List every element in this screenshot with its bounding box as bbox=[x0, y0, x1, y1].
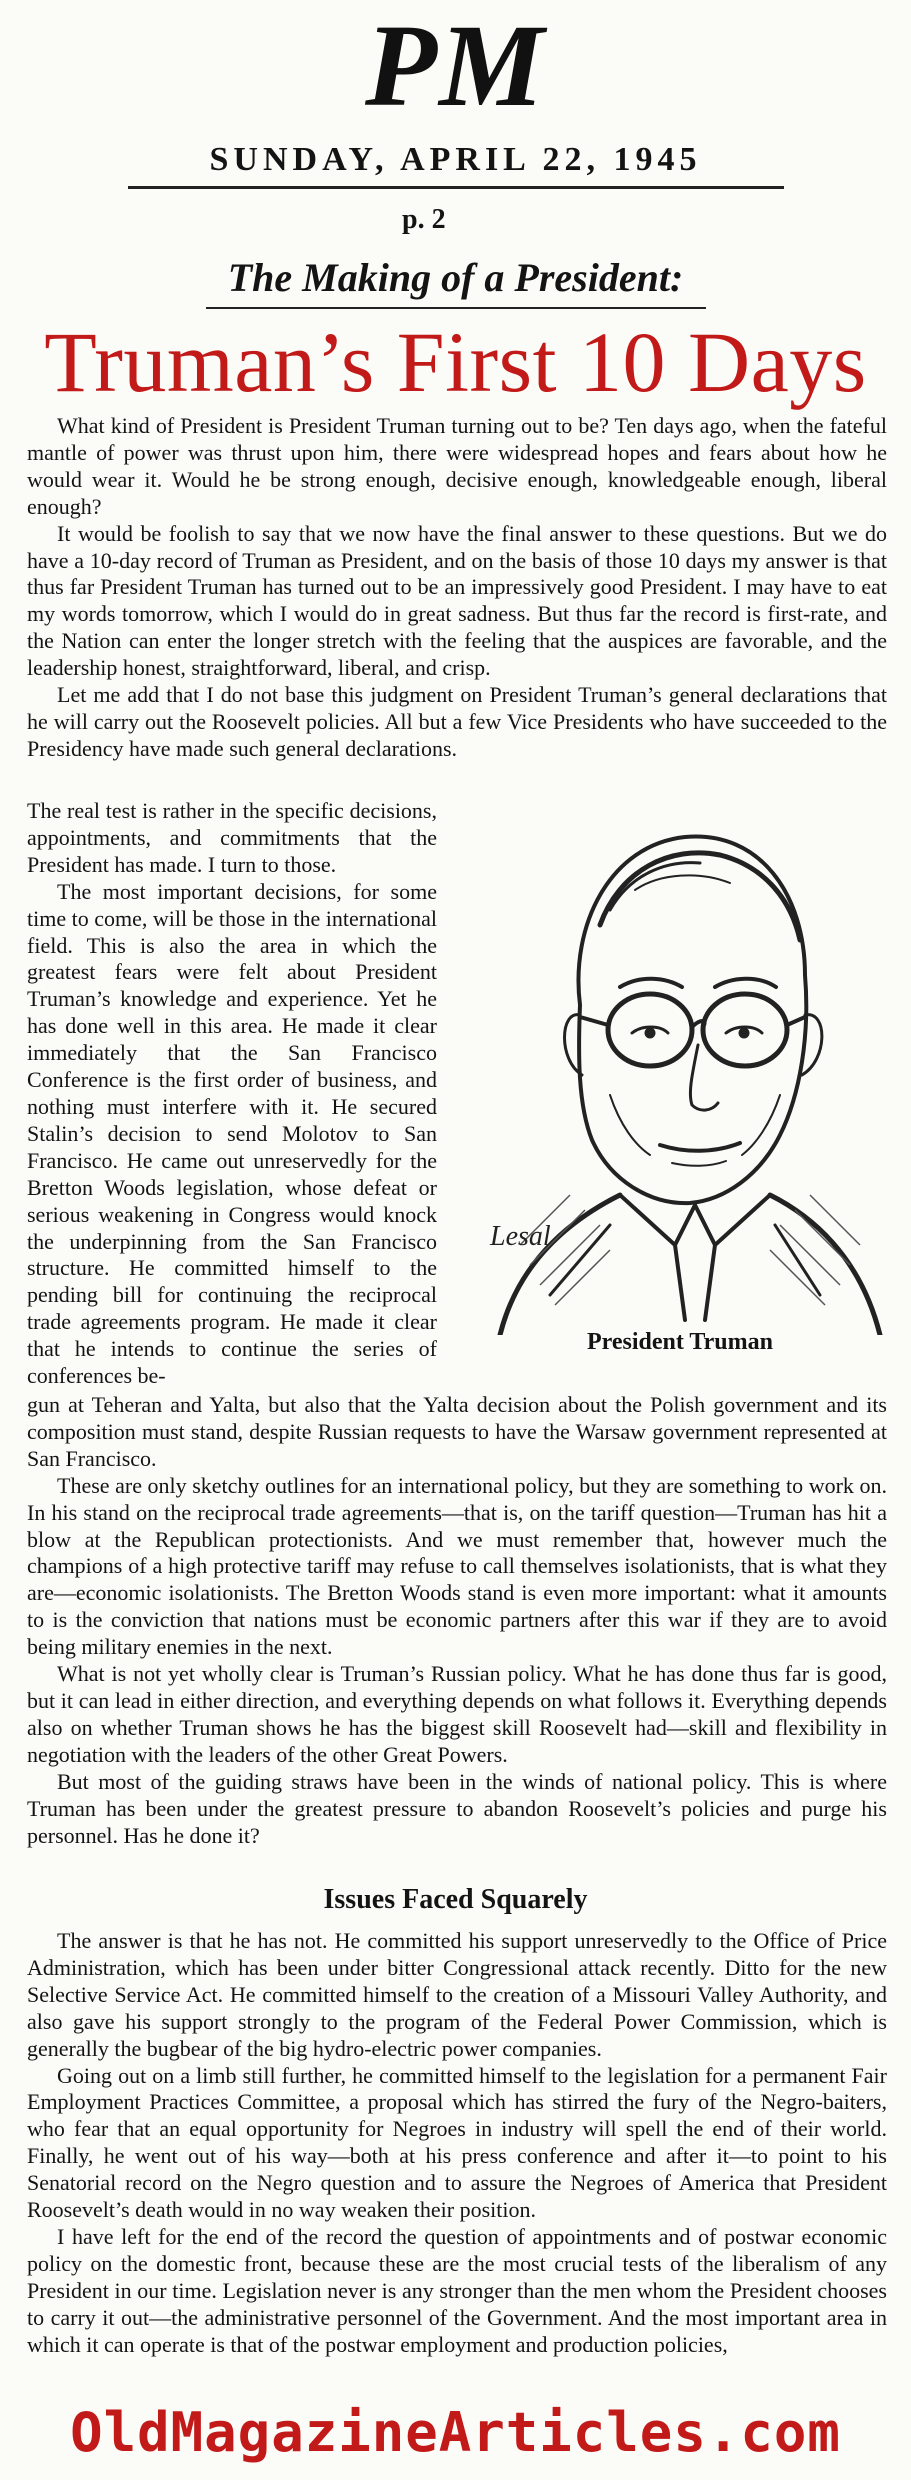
section-subhead: Issues Faced Squarely bbox=[323, 1884, 588, 1915]
paragraph-6: What is not yet wholly clear is Truman’s Russian policy. What he has done thus far is good, but it can lead in either direction, and everything depends on what follows it. Everything depends also on whether Truman shows he has the biggest skill Roosevelt had—skill and flexibility in negotiation with the leaders of the other Great Powers. bbox=[27, 1661, 887, 1767]
article-kicker: The Making of a President: bbox=[227, 255, 684, 300]
masthead-rule bbox=[128, 186, 784, 189]
paragraph-7: But most of the guiding straws have been in the winds of national policy. This is where Truman has been under the greatest pressure to abandon Roosevelt’s policies and purge his personnel. Has he done it? bbox=[27, 1768, 887, 1848]
paragraph-1: What kind of President is President Truman turning out to be? Ten days ago, when the fateful mantle of power was thrust upon him, there were widespread hopes and fears about how he would wear it. Would he be strong enough, decisive enough, knowledgeable enough, liberal enough? bbox=[27, 413, 887, 519]
site-watermark: OldMagazineArticles.com bbox=[0, 2398, 911, 2468]
article-body-top bbox=[27, 413, 887, 763]
paragraph-3a: Let me add that I do not base this judgment on President Truman’s general declarations that he will carry out the Roosevelt policies. All but a few Vice Presidents who have succeeded to the Presidency have made such general declarations. bbox=[27, 682, 887, 761]
article-body-left-column bbox=[27, 798, 437, 1390]
paragraph-3b: The real test is rather in the specific decisions, appointments, and commitments that the President has made. I turn to those. bbox=[27, 798, 437, 877]
paragraph-9: Going out on a limb still further, he committed himself to the legislation for a permanent Fair Employment Practices Committee, a proposal which has stirred the fury of the Negro-baiters, who fear that an equal opportunity for Negroes in industry will spell the end of their world. Finally, he went out of his way—both at his press conference and after it—to point to his Senatorial record on the Negro question and to assure the Negroes of America that President Roosevelt’s death would in no way weaken their position. bbox=[27, 2062, 887, 2223]
artist-signature: Lesal bbox=[490, 1221, 551, 1252]
page-number: p. 2 bbox=[402, 204, 446, 235]
article-body-bottom bbox=[27, 1928, 887, 2359]
article-body-middle bbox=[27, 1392, 887, 1849]
paragraph-2: It would be foolish to say that we now have the final answer to these questions. But we do have a 10-day record of Truman as President, and on the basis of those 10 days my answer is that thus far President Truman has turned out to be an impressively good President. I may have to eat my words tomorrow, which I would do in great sadness. But thus far the record is first-rate, and the Nation can enter the longer stretch with the feeling that the auspices are favorable, and the leadership honest, straightforward, liberal, and crisp. bbox=[27, 520, 887, 681]
paragraph-4a: The most important decisions, for some time to come, will be those in the international field. This is also the area in which the greatest fears were felt about President Truman’s knowledge and experience. Yet he has done well in this area. He made it clear immediately that the San Francisco Conference is the first order of business, and nothing must interfere with it. He secured Stalin’s decision to send Molotov to San Francisco. He came out unreservedly for the Bretton Woods legislation, whose defeat or serious weakening in Congress would knock the underpinning from the San Francisco structure. He committed himself to the pending bill for continuing the reciprocal trade agreements program. He made it clear that he intends to continue the series of conferences be- bbox=[27, 878, 437, 1389]
issue-date: SUNDAY, APRIL 22, 1945 bbox=[209, 141, 702, 178]
kicker-rule bbox=[206, 307, 706, 309]
paragraph-4b: gun at Teheran and Yalta, but also that the Yalta decision about the Polish government and its composition must stand, despite Russian requests to have the Warsaw government represented at San Francisco. bbox=[27, 1392, 887, 1471]
truman-portrait-illustration bbox=[460, 775, 900, 1335]
paragraph-10: I have left for the end of the record the question of appointments and of postwar economic policy on the domestic front, because these are the most crucial tests of the liberalism of any President in our time. Legislation never is any stronger than the men whom the President chooses to carry it out—the administrative personnel of the Government. And the most important area in which it can operate is that of the postwar employment and production policies, bbox=[27, 2223, 887, 2357]
masthead-title: PM bbox=[365, 0, 546, 131]
article-headline: Truman’s First 10 Days bbox=[44, 314, 867, 410]
portrait-caption: President Truman bbox=[586, 1329, 773, 1355]
paragraph-8: The answer is that he has not. He committed his support unreservedly to the Office of Price Administration, which has been under bitter Congressional attack recently. Ditto for the new Selective Service Act. He committed himself to the creation of a Missouri Valley Authority, and also gave his support strongly to the program of the Federal Power Commission, which is generally the bugbear of the big hydro-electric power companies. bbox=[27, 1928, 887, 2061]
paragraph-5: These are only sketchy outlines for an international policy, but they are something to work on. In his stand on the reciprocal trade agreements—that is, on the tariff question—Truman has hit a blow at the Republican protectionists. And we must remember that, however much the champions of a high protective tariff may refuse to call themselves isolationists, that is what they are—economic isolationists. The Bretton Woods stand is even more important: what it amounts to is the conviction that nations must be economic partners after this war if they are to avoid being military enemies in the next. bbox=[27, 1472, 887, 1660]
